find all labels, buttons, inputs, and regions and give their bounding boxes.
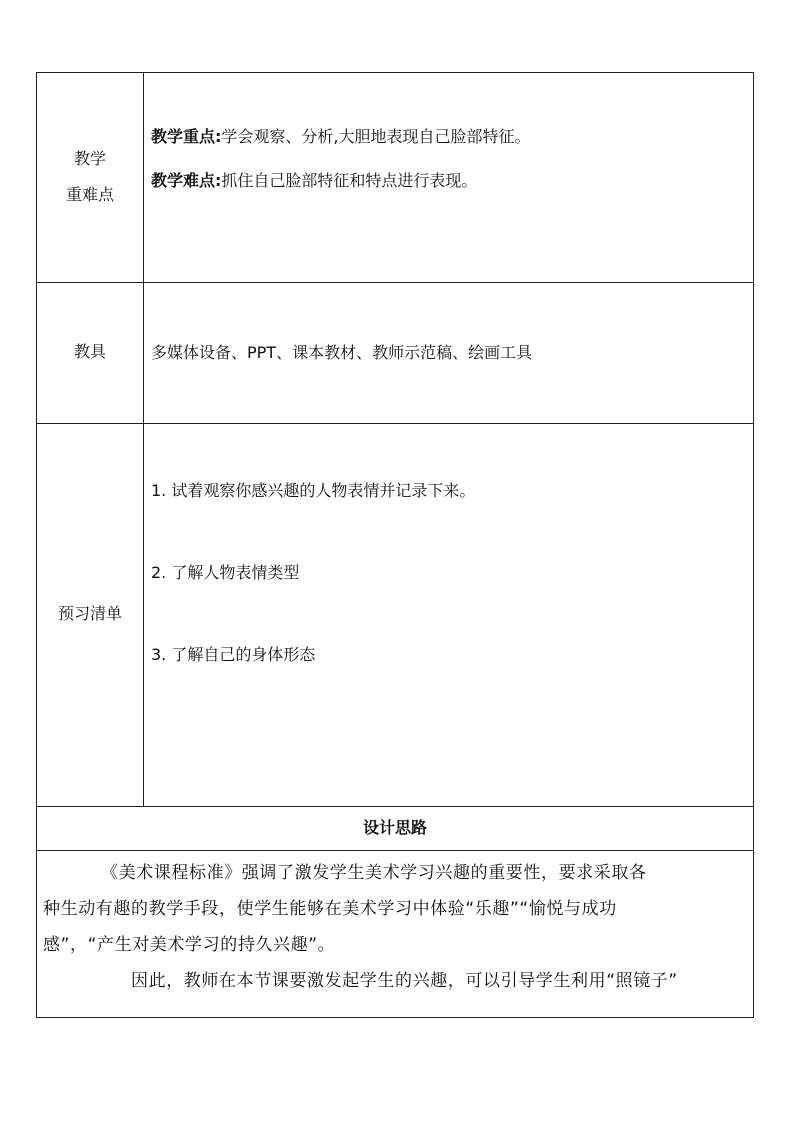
preview-item: 1. 试着观察你感兴趣的人物表情并记录下来。 <box>151 481 476 500</box>
row-label-tools: 教具 <box>73 342 106 361</box>
lesson-plan-table <box>36 72 754 1018</box>
design-text-line: 《美术课程标准》强调了激发学生美术学习兴趣的重要性，要求采取各 <box>101 863 647 883</box>
label-line-1: 教学 <box>73 149 106 168</box>
label-line-2: 重难点 <box>65 185 114 204</box>
preview-item: 3. 了解自己的身体形态 <box>151 645 316 664</box>
row-preview-list <box>37 423 753 806</box>
tools-content <box>151 341 743 365</box>
tools-text: 多媒体设备、PPT、课本教材、教师示范稿、绘画工具 <box>151 343 533 362</box>
key-point-label: 教学重点: <box>151 127 222 146</box>
design-heading: 设计思路 <box>362 818 427 837</box>
design-text-line: 感”，“产生对美术学习的持久兴趣”。 <box>43 935 336 955</box>
design-text-line: 因此，教师在本节课要激发起学生的兴趣，可以引导学生利用“照镜子” <box>131 971 678 991</box>
key-point-text: 学会观察、分析,大胆地表现自己脸部特征。 <box>221 127 531 146</box>
difficulty-text: 抓住自己脸部特征和特点进行表现。 <box>221 171 478 190</box>
key-point-line <box>151 125 743 149</box>
preview-item: 2. 了解人物表情类型 <box>151 563 300 582</box>
difficulty-label: 教学难点: <box>151 171 222 190</box>
row-teaching-tools <box>37 282 753 423</box>
row-label-preview: 预习清单 <box>57 604 122 623</box>
design-paragraph <box>43 855 747 999</box>
key-difficult-content <box>151 125 743 193</box>
design-text-line: 种生动有趣的教学手段，使学生能够在美术学习中体验“乐趣”“愉悦与成功 <box>43 899 617 919</box>
row-key-difficult-points <box>37 73 753 282</box>
row-divider <box>37 850 753 851</box>
preview-content <box>151 479 743 667</box>
row-label-key-difficult <box>37 141 143 213</box>
difficulty-line <box>151 169 743 193</box>
